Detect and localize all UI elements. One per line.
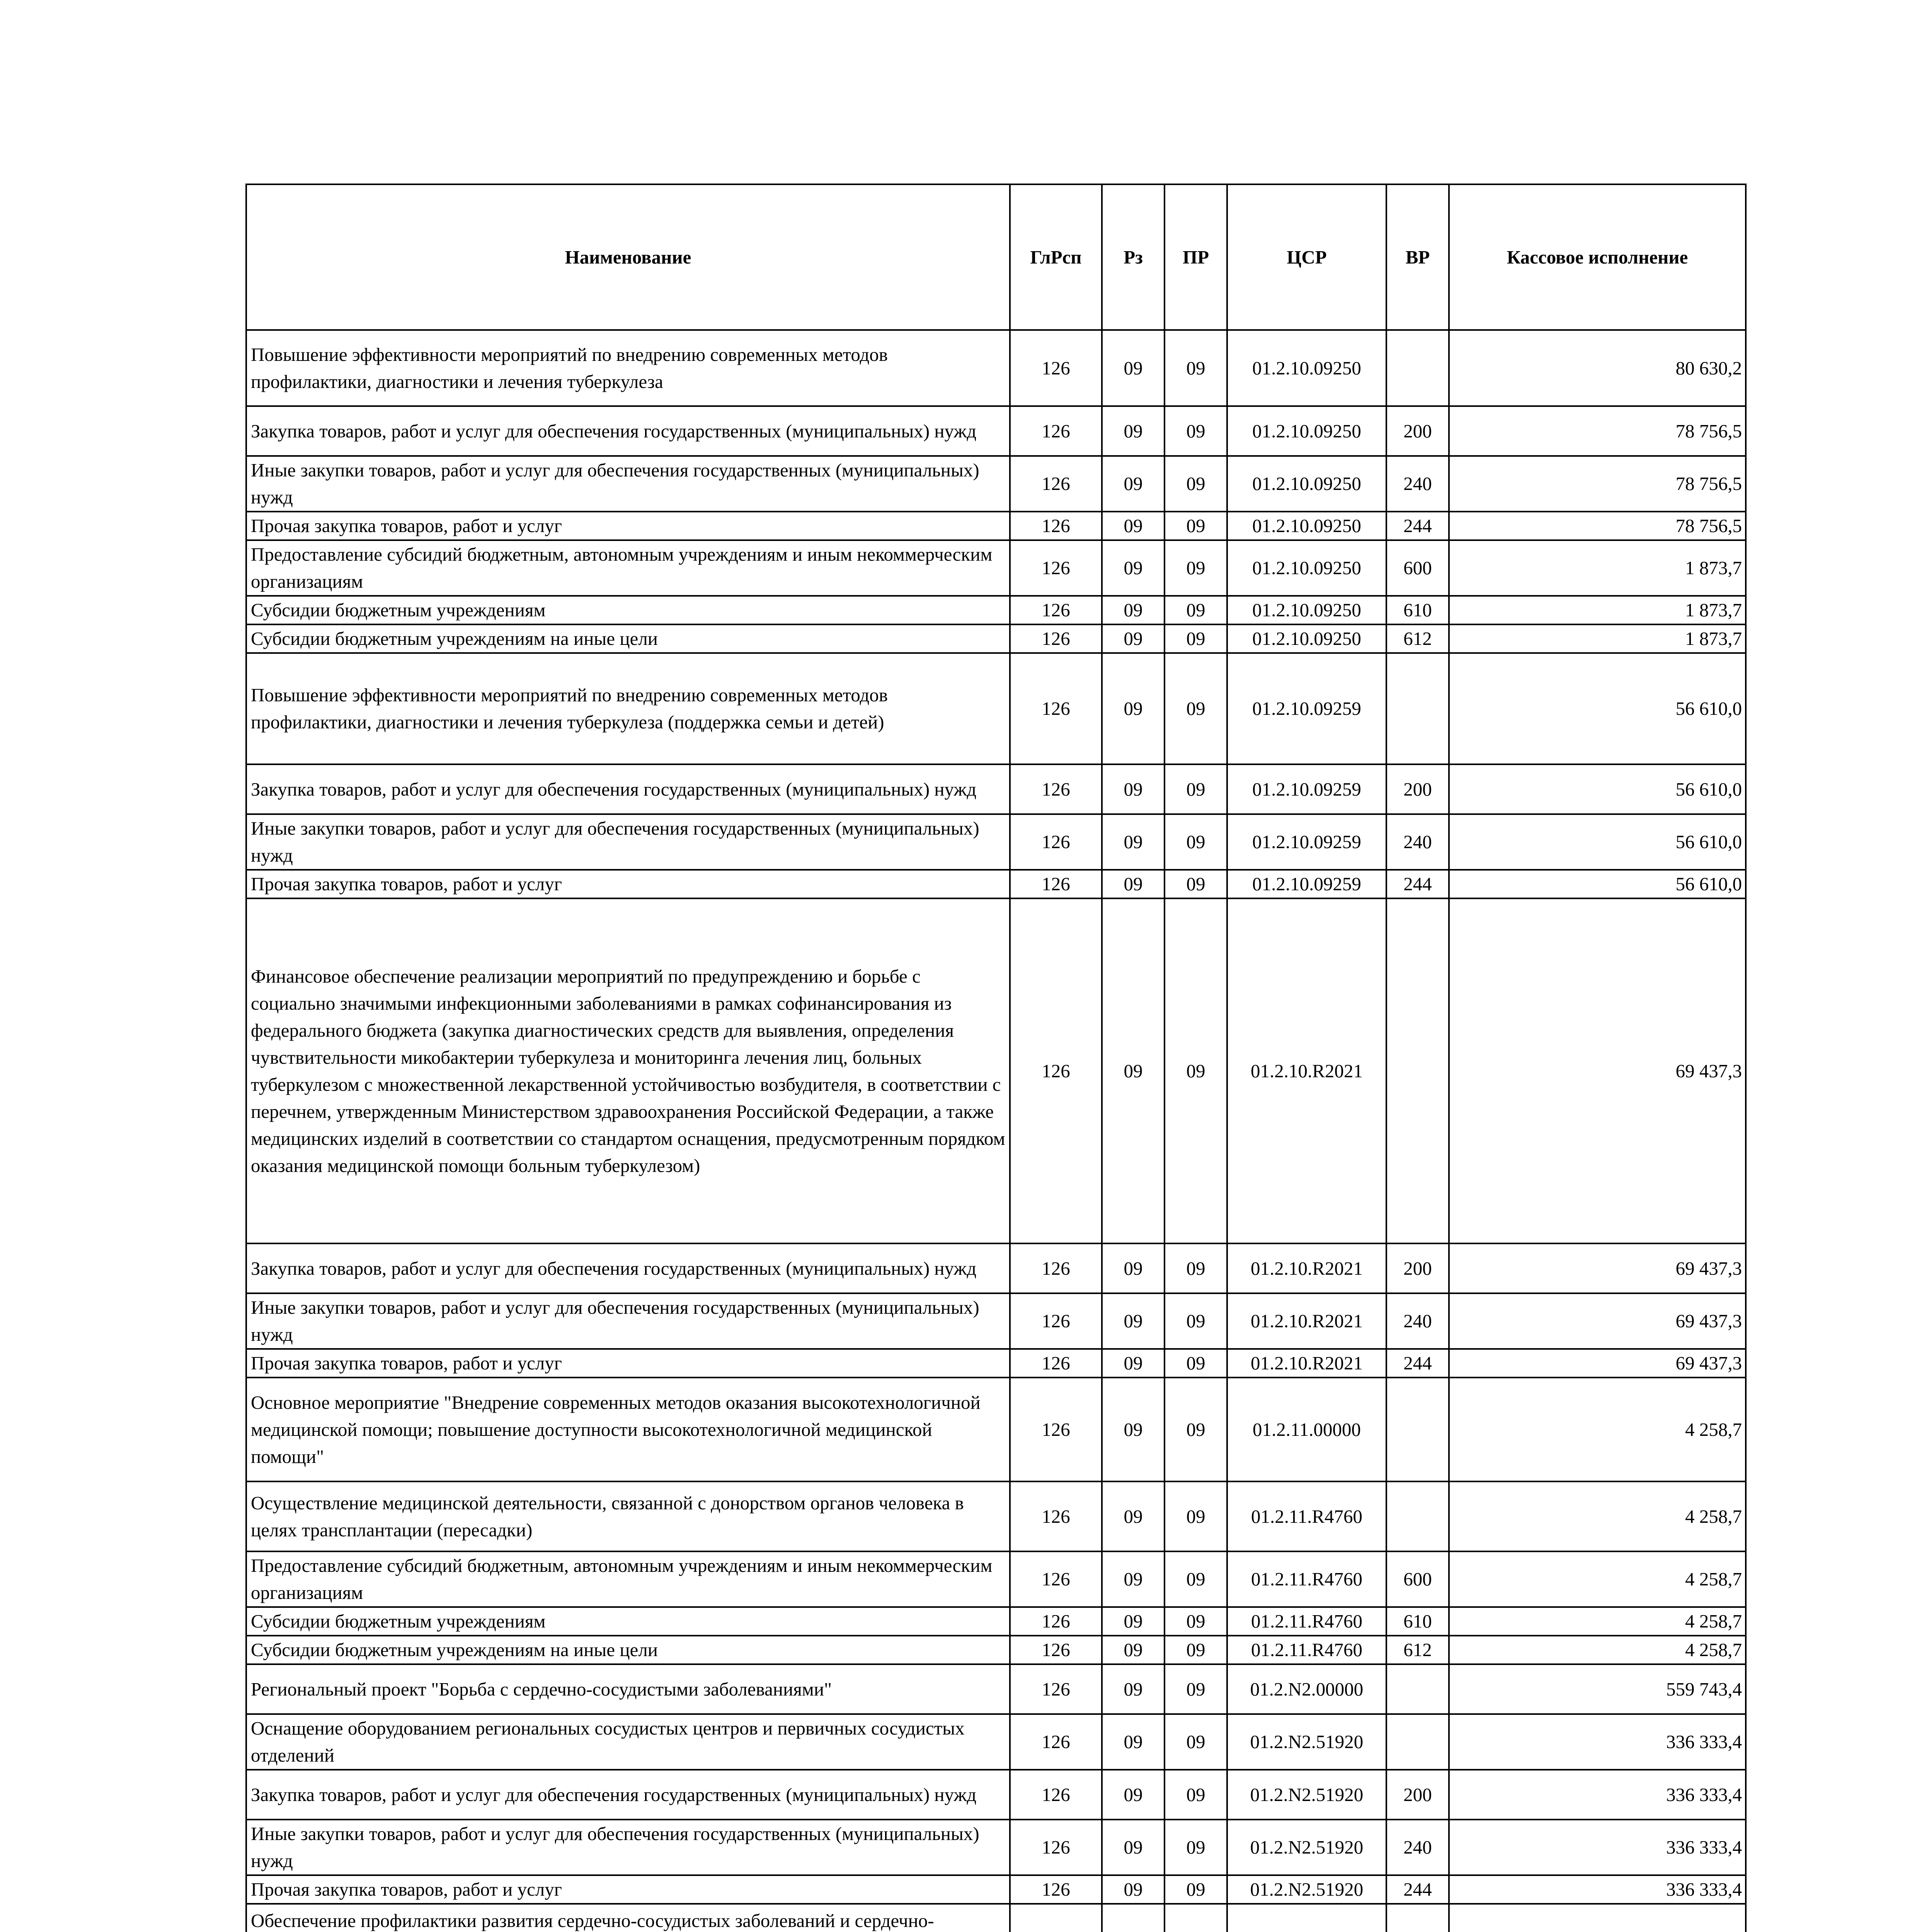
cell-name: Субсидии бюджетным учреждениям (246, 1607, 1010, 1636)
cell-name: Предоставление субсидий бюджетным, автономным учреждениям и иным некоммерческим организациям (246, 540, 1010, 596)
cell-rz: 09 (1102, 898, 1165, 1243)
cell-grp: 126 (1010, 1875, 1102, 1904)
header-vr: ВР (1386, 184, 1449, 330)
cell-rz: 09 (1102, 1551, 1165, 1607)
cell-grp: 126 (1010, 814, 1102, 870)
cell-amount: 336 333,4 (1449, 1714, 1746, 1770)
cell-pr: 09 (1165, 406, 1227, 456)
cell-grp: 126 (1010, 596, 1102, 624)
cell-name: Прочая закупка товаров, работ и услуг (246, 512, 1010, 540)
cell-pr: 09 (1165, 1875, 1227, 1904)
cell-csr: 01.2.10.09250 (1227, 540, 1386, 596)
table-row (246, 1243, 1746, 1293)
cell-vr: 600 (1386, 540, 1449, 596)
cell-grp: 126 (1010, 1551, 1102, 1607)
cell-amount (1449, 1904, 1746, 1932)
table-row (246, 540, 1746, 596)
cell-pr: 09 (1165, 1293, 1227, 1349)
cell-csr: 01.2.10.R2021 (1227, 1243, 1386, 1293)
cell-name: Предоставление субсидий бюджетным, автономным учреждениям и иным некоммерческим организациям (246, 1551, 1010, 1607)
table-row (246, 870, 1746, 898)
table-row (246, 1770, 1746, 1820)
cell-pr: 09 (1165, 653, 1227, 764)
table-row (246, 814, 1746, 870)
cell-rz: 09 (1102, 1349, 1165, 1378)
cell-grp: 126 (1010, 1607, 1102, 1636)
cell-amount: 69 437,3 (1449, 1243, 1746, 1293)
cell-name: Иные закупки товаров, работ и услуг для обеспечения государственных (муниципальных) нужд (246, 456, 1010, 512)
table-row (246, 1714, 1746, 1770)
cell-vr: 200 (1386, 764, 1449, 814)
cell-rz: 09 (1102, 1243, 1165, 1293)
cell-vr: 200 (1386, 1243, 1449, 1293)
cell-rz: 09 (1102, 1378, 1165, 1481)
header-pr: ПР (1165, 184, 1227, 330)
cell-vr: 240 (1386, 1820, 1449, 1875)
cell-csr: 01.2.N2.51920 (1227, 1875, 1386, 1904)
cell-csr: 01.2.11.R4760 (1227, 1636, 1386, 1664)
cell-vr: 612 (1386, 1636, 1449, 1664)
cell-grp: 126 (1010, 512, 1102, 540)
cell-amount: 559 743,4 (1449, 1664, 1746, 1714)
cell-csr: 01.2.10.09250 (1227, 624, 1386, 653)
cell-vr: 610 (1386, 596, 1449, 624)
cell-pr: 09 (1165, 330, 1227, 406)
cell-name: Субсидии бюджетным учреждениям на иные цели (246, 1636, 1010, 1664)
cell-vr (1386, 898, 1449, 1243)
table-row (246, 1378, 1746, 1481)
cell-amount: 336 333,4 (1449, 1820, 1746, 1875)
cell-amount: 56 610,0 (1449, 870, 1746, 898)
cell-amount: 56 610,0 (1449, 653, 1746, 764)
cell-amount: 336 333,4 (1449, 1770, 1746, 1820)
cell-pr: 09 (1165, 1664, 1227, 1714)
cell-rz: 09 (1102, 1607, 1165, 1636)
cell-pr: 09 (1165, 870, 1227, 898)
cell-rz: 09 (1102, 596, 1165, 624)
cell-pr: 09 (1165, 540, 1227, 596)
cell-csr: 01.2.10.09250 (1227, 406, 1386, 456)
table-row (246, 330, 1746, 406)
cell-name: Осуществление медицинской деятельности, связанной с донорством органов человека в целях трансплантации (пересадки) (246, 1481, 1010, 1551)
cell-pr: 09 (1165, 624, 1227, 653)
table-header-row (246, 184, 1746, 330)
cell-rz: 09 (1102, 456, 1165, 512)
cell-pr: 09 (1165, 1607, 1227, 1636)
cell-csr: 01.2.10.09250 (1227, 512, 1386, 540)
cell-grp: 126 (1010, 406, 1102, 456)
cell-rz: 09 (1102, 1820, 1165, 1875)
cell-csr: 01.2.11.R4760 (1227, 1481, 1386, 1551)
cell-vr (1386, 1904, 1449, 1932)
header-amount: Кассовое исполнение (1449, 184, 1746, 330)
cell-rz: 09 (1102, 406, 1165, 456)
cell-grp: 126 (1010, 1664, 1102, 1714)
cell-grp: 126 (1010, 1481, 1102, 1551)
cell-pr: 09 (1165, 1770, 1227, 1820)
cell-rz: 09 (1102, 540, 1165, 596)
cell-vr: 612 (1386, 624, 1449, 653)
cell-vr: 240 (1386, 814, 1449, 870)
cell-pr: 09 (1165, 1349, 1227, 1378)
cell-grp: 126 (1010, 456, 1102, 512)
cell-pr: 09 (1165, 898, 1227, 1243)
cell-name: Иные закупки товаров, работ и услуг для обеспечения государственных (муниципальных) нужд (246, 1820, 1010, 1875)
table-row (246, 898, 1746, 1243)
cell-grp: 126 (1010, 1636, 1102, 1664)
cell-csr: 01.2.N2.51920 (1227, 1770, 1386, 1820)
cell-csr: 01.2.10.R2021 (1227, 1293, 1386, 1349)
cell-pr: 09 (1165, 456, 1227, 512)
cell-csr: 01.2.10.R2021 (1227, 1349, 1386, 1378)
cell-name: Оснащение оборудованием региональных сосудистых центров и первичных сосудистых отделений (246, 1714, 1010, 1770)
cell-grp: 126 (1010, 1349, 1102, 1378)
budget-execution-table (245, 184, 1747, 1932)
cell-grp: 126 (1010, 1770, 1102, 1820)
cell-name: Прочая закупка товаров, работ и услуг (246, 1875, 1010, 1904)
cell-pr: 09 (1165, 596, 1227, 624)
table-row (246, 764, 1746, 814)
table-row (246, 456, 1746, 512)
cell-pr: 09 (1165, 1714, 1227, 1770)
cell-csr: 01.2.10.09259 (1227, 764, 1386, 814)
cell-vr: 610 (1386, 1607, 1449, 1636)
table-row (246, 653, 1746, 764)
cell-vr: 244 (1386, 512, 1449, 540)
cell-csr: 01.2.10.09259 (1227, 653, 1386, 764)
cell-name: Закупка товаров, работ и услуг для обеспечения государственных (муниципальных) нужд (246, 1770, 1010, 1820)
cell-rz: 09 (1102, 870, 1165, 898)
cell-amount: 78 756,5 (1449, 512, 1746, 540)
cell-name: Повышение эффективности мероприятий по внедрению современных методов профилактики, диагностики и лечения туберкулеза (246, 330, 1010, 406)
cell-amount: 4 258,7 (1449, 1607, 1746, 1636)
cell-csr: 01.2.10.09250 (1227, 330, 1386, 406)
cell-grp: 126 (1010, 1293, 1102, 1349)
cell-amount: 69 437,3 (1449, 898, 1746, 1243)
cell-name: Основное мероприятие "Внедрение современных методов оказания высокотехнологичной медицинской помощи; повышение доступности высокотехнологичной медицинской помощи" (246, 1378, 1010, 1481)
cell-vr (1386, 1664, 1449, 1714)
cell-amount: 1 873,7 (1449, 624, 1746, 653)
cell-csr: 01.2.11.R4760 (1227, 1551, 1386, 1607)
cell-csr: 01.2.10.09250 (1227, 596, 1386, 624)
cell-amount: 56 610,0 (1449, 764, 1746, 814)
cell-vr: 244 (1386, 870, 1449, 898)
table-row (246, 1349, 1746, 1378)
cell-csr: 01.2.10.09259 (1227, 870, 1386, 898)
cell-rz (1102, 1904, 1165, 1932)
cell-name: Финансовое обеспечение реализации мероприятий по предупреждению и борьбе с социально значимыми инфекционными заболеваниями в рамках софинансирования из федерального бюджета (закупка диагностических средств для выявления, определения чувствительности микобактерии туберкулеза и мониторинга лечения лиц, больных туберкулезом с множественной лекарственной устойчивостью возбудителя, в соответствии с перечнем, утвержденным Министерством здравоохранения Российской Федерации, а также медицинских изделий в соответствии со стандартом оснащения, предусмотренным порядком оказания медицинской помощи больным туберкулезом) (246, 898, 1010, 1243)
cell-grp: 126 (1010, 624, 1102, 653)
cell-amount: 336 333,4 (1449, 1875, 1746, 1904)
cell-amount: 56 610,0 (1449, 814, 1746, 870)
cell-csr: 01.2.11.00000 (1227, 1378, 1386, 1481)
cell-csr: 01.2.N2.00000 (1227, 1664, 1386, 1714)
header-grp: ГлРсп (1010, 184, 1102, 330)
cell-csr: 01.2.N2.51920 (1227, 1714, 1386, 1770)
cell-rz: 09 (1102, 814, 1165, 870)
cell-vr: 244 (1386, 1349, 1449, 1378)
cell-name: Региональный проект "Борьба с сердечно-сосудистыми заболеваниями" (246, 1664, 1010, 1714)
table-row (246, 406, 1746, 456)
cell-name: Прочая закупка товаров, работ и услуг (246, 1349, 1010, 1378)
table-row (246, 624, 1746, 653)
cell-vr (1386, 653, 1449, 764)
table-row (246, 1607, 1746, 1636)
table-row (246, 1636, 1746, 1664)
cell-pr: 09 (1165, 1243, 1227, 1293)
cell-amount: 78 756,5 (1449, 406, 1746, 456)
cell-csr: 01.2.N2.51920 (1227, 1820, 1386, 1875)
cell-amount: 80 630,2 (1449, 330, 1746, 406)
cell-grp (1010, 1904, 1102, 1932)
cell-grp: 126 (1010, 540, 1102, 596)
cell-rz: 09 (1102, 1481, 1165, 1551)
cell-rz: 09 (1102, 1770, 1165, 1820)
table-row (246, 1820, 1746, 1875)
cell-csr (1227, 1904, 1386, 1932)
cell-rz: 09 (1102, 624, 1165, 653)
cell-name: Закупка товаров, работ и услуг для обеспечения государственных (муниципальных) нужд (246, 764, 1010, 814)
table-row (246, 512, 1746, 540)
cell-csr: 01.2.10.09250 (1227, 456, 1386, 512)
cell-name: Прочая закупка товаров, работ и услуг (246, 870, 1010, 898)
cell-pr: 09 (1165, 1636, 1227, 1664)
header-csr: ЦСР (1227, 184, 1386, 330)
cell-pr: 09 (1165, 1481, 1227, 1551)
cell-grp: 126 (1010, 330, 1102, 406)
cell-vr: 200 (1386, 406, 1449, 456)
cell-csr: 01.2.10.R2021 (1227, 898, 1386, 1243)
cell-pr: 09 (1165, 1551, 1227, 1607)
table-row (246, 596, 1746, 624)
cell-name: Закупка товаров, работ и услуг для обеспечения государственных (муниципальных) нужд (246, 406, 1010, 456)
cell-amount: 4 258,7 (1449, 1378, 1746, 1481)
cell-grp: 126 (1010, 870, 1102, 898)
cell-amount: 1 873,7 (1449, 540, 1746, 596)
cell-rz: 09 (1102, 1664, 1165, 1714)
cell-pr: 09 (1165, 512, 1227, 540)
cell-rz: 09 (1102, 1293, 1165, 1349)
cell-pr: 09 (1165, 764, 1227, 814)
cell-name: Субсидии бюджетным учреждениям (246, 596, 1010, 624)
cell-rz: 09 (1102, 512, 1165, 540)
cell-vr: 600 (1386, 1551, 1449, 1607)
table-row (246, 1481, 1746, 1551)
cell-name: Иные закупки товаров, работ и услуг для обеспечения государственных (муниципальных) нужд (246, 1293, 1010, 1349)
cell-rz: 09 (1102, 1636, 1165, 1664)
cell-vr (1386, 1378, 1449, 1481)
table-row (246, 1904, 1746, 1932)
cell-amount: 4 258,7 (1449, 1481, 1746, 1551)
cell-amount: 78 756,5 (1449, 456, 1746, 512)
cell-grp: 126 (1010, 1378, 1102, 1481)
cell-grp: 126 (1010, 764, 1102, 814)
cell-vr: 240 (1386, 1293, 1449, 1349)
cell-name: Обеспечение профилактики развития сердечно-сосудистых заболеваний и сердечно- (246, 1904, 1010, 1932)
cell-vr (1386, 1481, 1449, 1551)
cell-pr: 09 (1165, 814, 1227, 870)
table-row (246, 1551, 1746, 1607)
cell-rz: 09 (1102, 764, 1165, 814)
cell-amount: 4 258,7 (1449, 1551, 1746, 1607)
cell-name: Закупка товаров, работ и услуг для обеспечения государственных (муниципальных) нужд (246, 1243, 1010, 1293)
cell-grp: 126 (1010, 653, 1102, 764)
cell-pr: 09 (1165, 1378, 1227, 1481)
table-row (246, 1664, 1746, 1714)
cell-name: Иные закупки товаров, работ и услуг для обеспечения государственных (муниципальных) нужд (246, 814, 1010, 870)
table-row (246, 1293, 1746, 1349)
cell-name: Повышение эффективности мероприятий по внедрению современных методов профилактики, диагностики и лечения туберкулеза (поддержка семьи и детей) (246, 653, 1010, 764)
cell-pr (1165, 1904, 1227, 1932)
cell-name: Субсидии бюджетным учреждениям на иные цели (246, 624, 1010, 653)
cell-rz: 09 (1102, 330, 1165, 406)
cell-vr: 240 (1386, 456, 1449, 512)
cell-rz: 09 (1102, 1875, 1165, 1904)
cell-amount: 4 258,7 (1449, 1636, 1746, 1664)
cell-vr: 200 (1386, 1770, 1449, 1820)
cell-csr: 01.2.10.09259 (1227, 814, 1386, 870)
cell-amount: 69 437,3 (1449, 1349, 1746, 1378)
table-body (246, 330, 1746, 1932)
cell-rz: 09 (1102, 653, 1165, 764)
cell-amount: 1 873,7 (1449, 596, 1746, 624)
header-name: Наименование (246, 184, 1010, 330)
header-rz: Рз (1102, 184, 1165, 330)
cell-amount: 69 437,3 (1449, 1293, 1746, 1349)
table-row (246, 1875, 1746, 1904)
cell-rz: 09 (1102, 1714, 1165, 1770)
cell-pr: 09 (1165, 1820, 1227, 1875)
cell-grp: 126 (1010, 1820, 1102, 1875)
cell-grp: 126 (1010, 1714, 1102, 1770)
cell-vr: 244 (1386, 1875, 1449, 1904)
cell-vr (1386, 1714, 1449, 1770)
cell-grp: 126 (1010, 1243, 1102, 1293)
cell-vr (1386, 330, 1449, 406)
cell-grp: 126 (1010, 898, 1102, 1243)
cell-csr: 01.2.11.R4760 (1227, 1607, 1386, 1636)
